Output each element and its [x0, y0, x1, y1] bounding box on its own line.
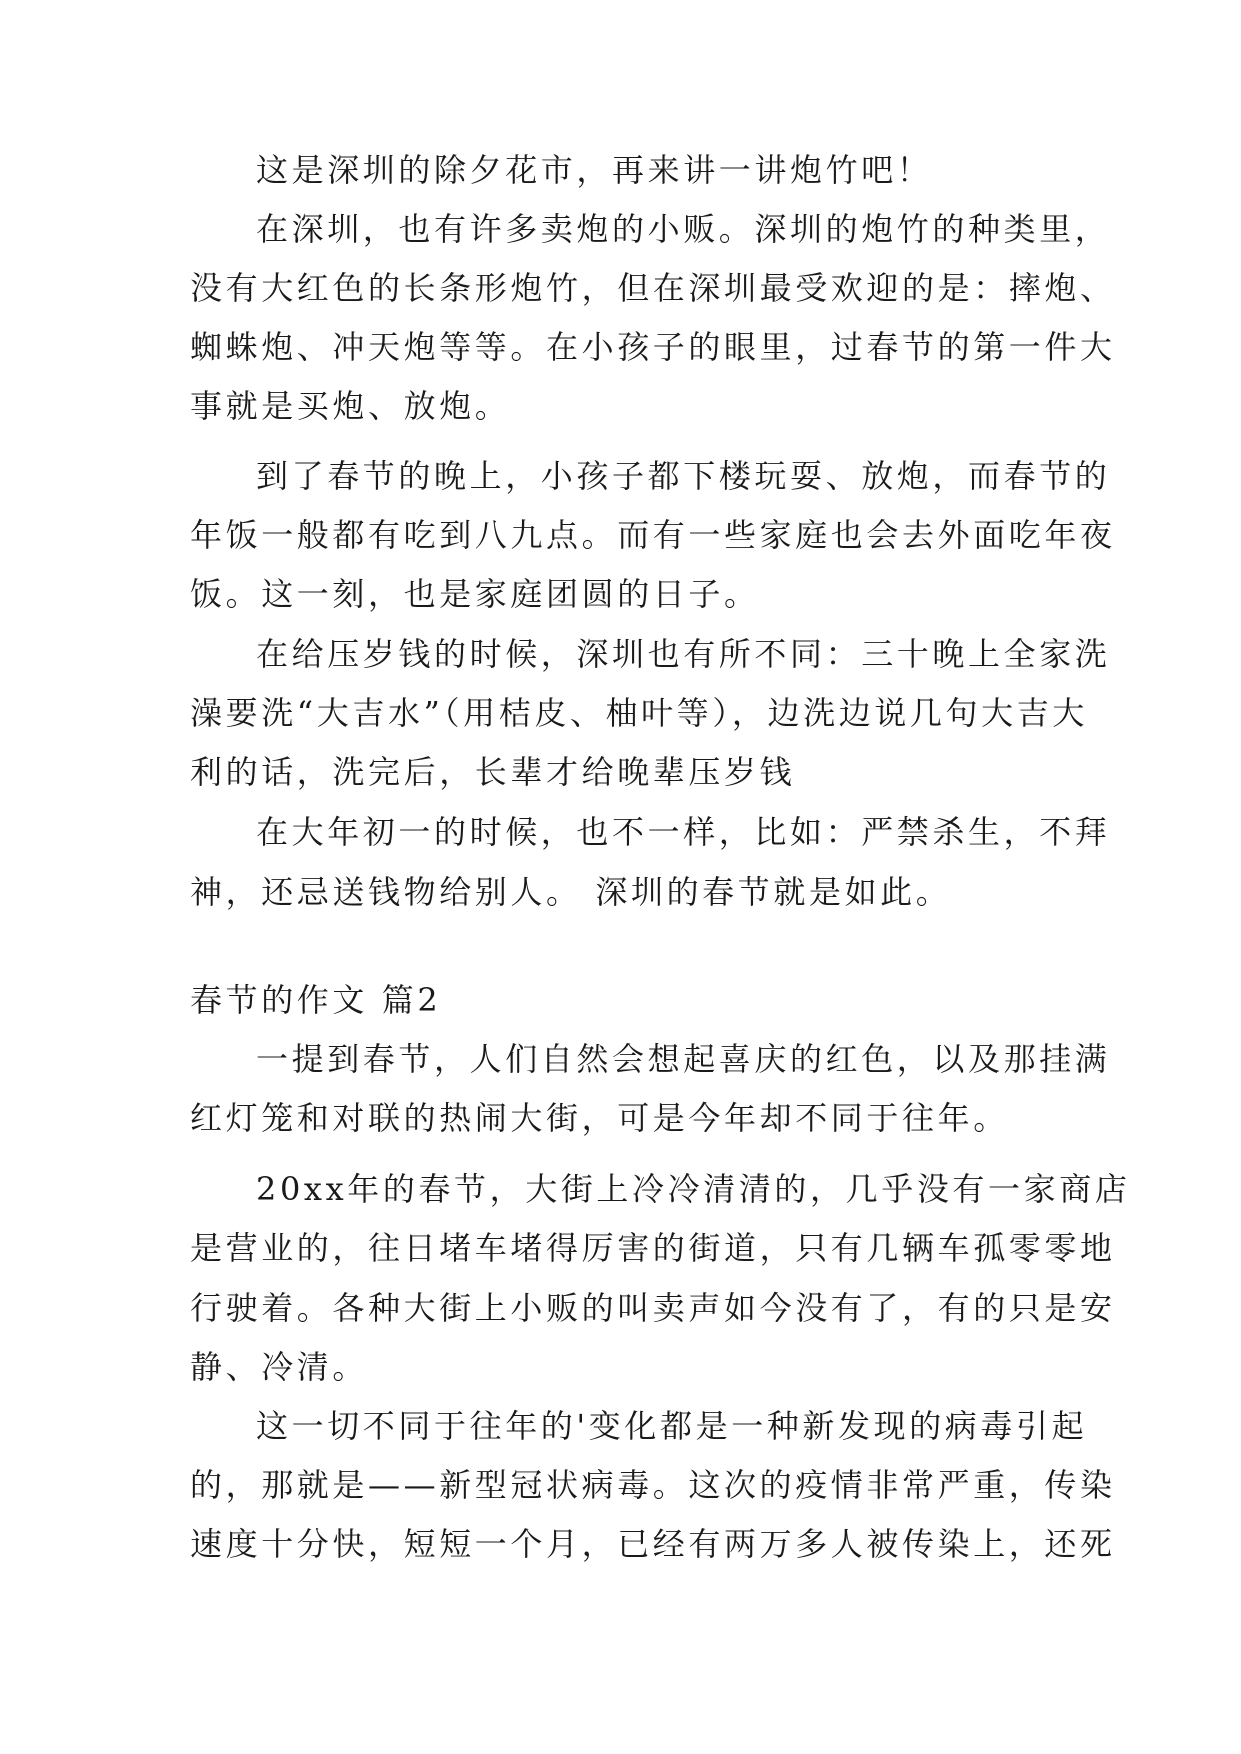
text-line: 利的话，洗完后，长辈才给晚辈压岁钱: [190, 753, 796, 791]
text-line: 饭。这一刻，也是家庭团圆的日子。: [190, 575, 760, 613]
text-line: 到了春节的晚上，小孩子都下楼玩耍、放炮，而春节的: [256, 457, 1111, 495]
section-heading: 春节的作文 篇2: [190, 981, 442, 1019]
text-line: 蜘蛛炮、冲天炮等等。在小孩子的眼里，过春节的第一件大: [190, 328, 1116, 366]
text-line: 红灯笼和对联的热闹大街，可是今年却不同于往年。: [190, 1099, 1009, 1137]
text-line: 的，那就是——新型冠状病毒。这次的疫情非常严重，传染: [190, 1466, 1116, 1504]
text-line: 这是深圳的除夕花市，再来讲一讲炮竹吧！: [256, 151, 933, 189]
text-line: 20xx年的春节，大街上冷冷清清的，几乎没有一家商店: [256, 1170, 1131, 1208]
text-line: 行驶着。各种大街上小贩的叫卖声如今没有了，有的只是安: [190, 1289, 1116, 1327]
text-line: 在给压岁钱的时候，深圳也有所不同：三十晚上全家洗: [256, 635, 1111, 673]
text-line: 事就是买炮、放炮。: [190, 387, 511, 425]
text-line: 这一切不同于往年的'变化都是一种新发现的病毒引起: [256, 1407, 1088, 1445]
text-line: 在大年初一的时候，也不一样，比如：严禁杀生，不拜: [256, 813, 1111, 851]
text-line: 年饭一般都有吃到八九点。而有一些家庭也会去外面吃年夜: [190, 516, 1116, 554]
text-line: 在深圳，也有许多卖炮的小贩。深圳的炮竹的种类里，: [256, 210, 1111, 248]
text-line: 一提到春节，人们自然会想起喜庆的红色，以及那挂满: [256, 1040, 1111, 1078]
text-line: 是营业的，往日堵车堵得厉害的街道，只有几辆车孤零零地: [190, 1229, 1116, 1267]
text-line: 没有大红色的长条形炮竹，但在深圳最受欢迎的是：摔炮、: [190, 269, 1116, 307]
text-line: 速度十分快，短短一个月，已经有两万多人被传染上，还死: [190, 1525, 1116, 1563]
text-line: 澡要洗“大吉水”（用桔皮、柚叶等），边洗边说几句大吉大: [190, 694, 1088, 732]
text-line: 静、冷清。: [190, 1348, 369, 1386]
text-line: 神，还忌送钱物给别人。 深圳的春节就是如此。: [190, 873, 952, 911]
